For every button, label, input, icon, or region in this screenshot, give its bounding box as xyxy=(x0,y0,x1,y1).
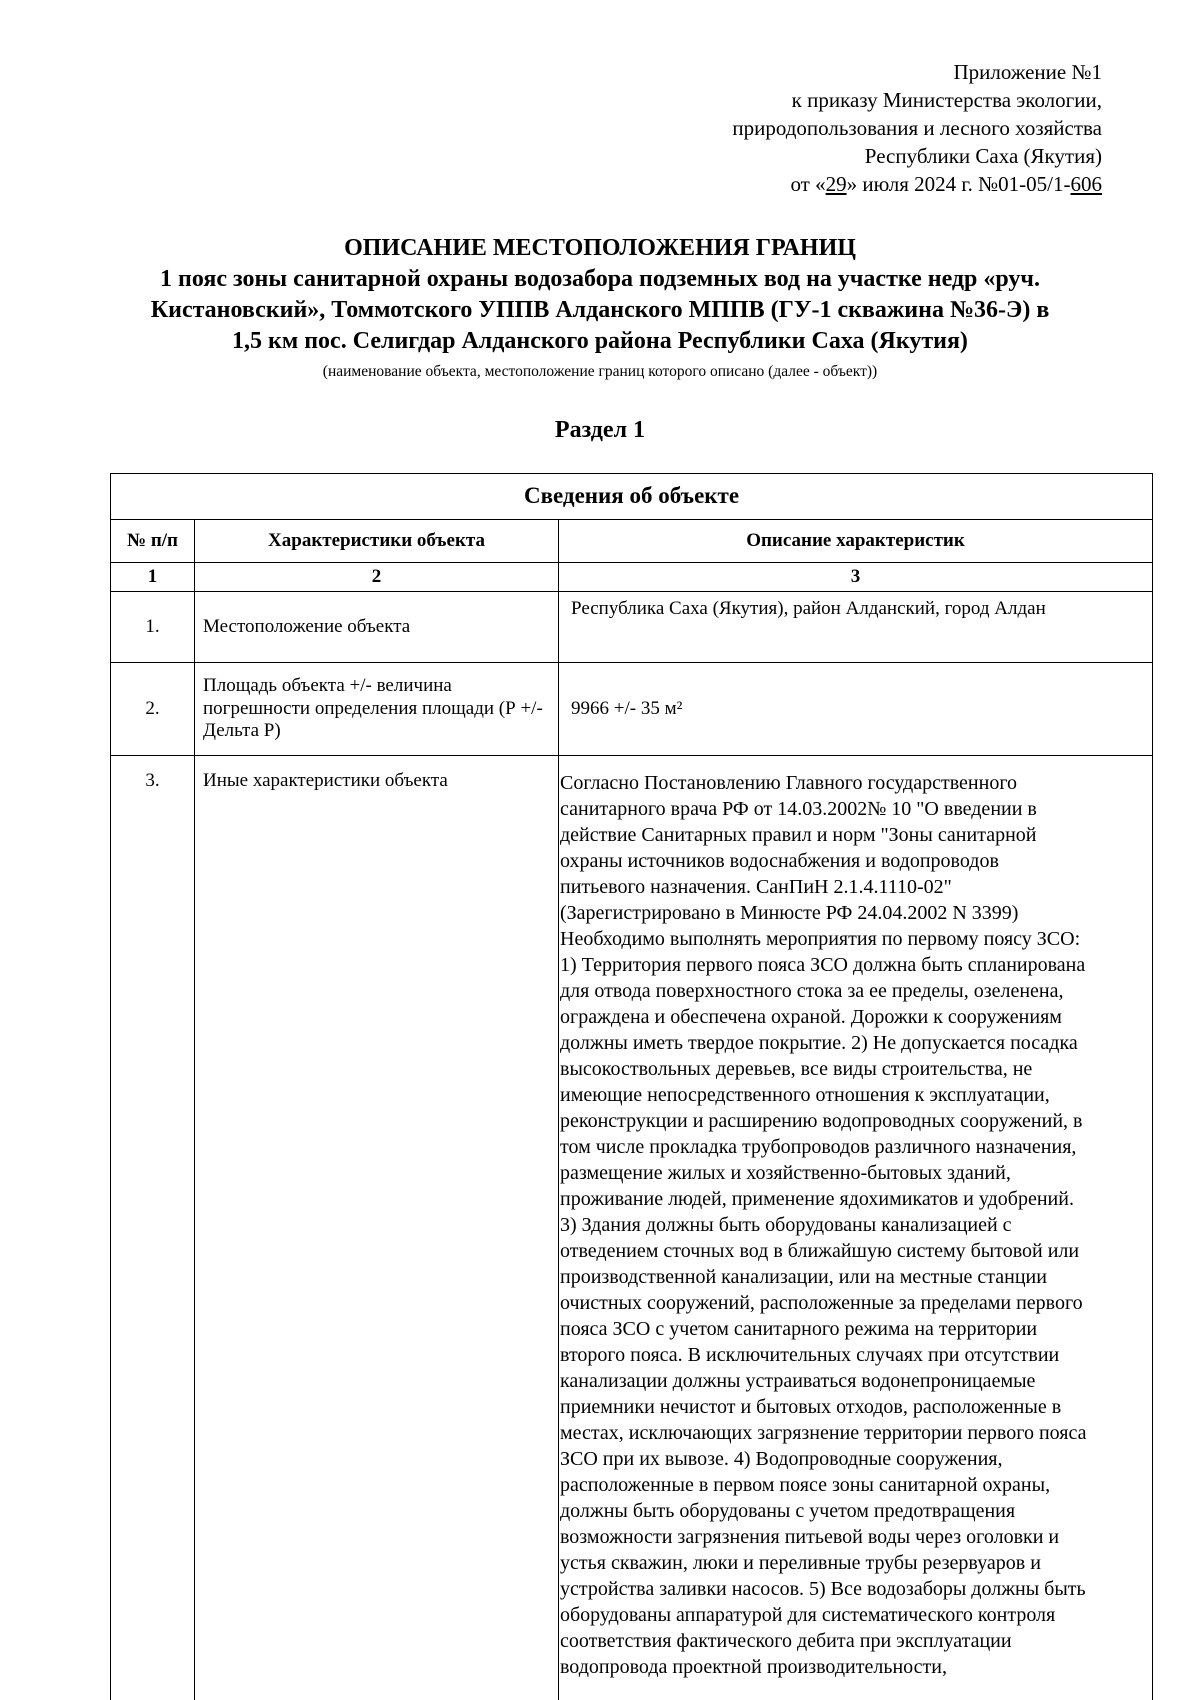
column-number: 1 xyxy=(111,563,195,592)
row-index: 2. xyxy=(111,663,195,756)
description-line: имеющие непосредственного отношения к эксплуатации, xyxy=(560,1082,1146,1108)
row-index: 1. xyxy=(111,592,195,663)
description-line: для отвода поверхностного стока за ее пределы, озеленена, xyxy=(560,978,1146,1004)
description-line: расположенные в первом поясе зоны санитарной охраны, xyxy=(560,1472,1146,1498)
row-characteristic: Иные характеристики объекта xyxy=(195,756,559,1700)
description-line: ЗСО при их вывозе. 4) Водопроводные сооружения, xyxy=(560,1446,1146,1472)
column-number: 3 xyxy=(559,563,1153,592)
description-line: 3) Здания должны быть оборудованы канализацией с xyxy=(560,1212,1146,1238)
description-line: приемники нечистот и бытовых отходов, расположенные в xyxy=(560,1394,1146,1420)
object-name-line-2: Кистановский», Томмотского УППВ Алданского МППВ (ГУ-1 скважина №36-Э) в xyxy=(80,295,1120,326)
description-line: должны быть оборудованы с учетом предотвращения xyxy=(560,1498,1146,1524)
column-number: 2 xyxy=(195,563,559,592)
title-block xyxy=(80,232,1120,383)
description-line: местах, исключающих загрязнение территории первого пояса xyxy=(560,1420,1146,1446)
appendix-line-2: к приказу Министерства экологии, xyxy=(732,86,1102,114)
date-prefix: от « xyxy=(790,172,825,196)
description-line: водопровода проектной производительности, xyxy=(560,1654,1146,1680)
description-line: проживание людей, применение ядохимикатов и удобрений. xyxy=(560,1186,1146,1212)
table-caption-row xyxy=(111,474,1153,520)
description-line: устройства заливки насосов. 5) Все водозаборы должны быть xyxy=(560,1576,1146,1602)
section-heading: Раздел 1 xyxy=(0,417,1200,444)
description-line: соответствия фактического дебита при эксплуатации xyxy=(560,1628,1146,1654)
description-line: очистных сооружений, расположенные за пределами первого xyxy=(560,1290,1146,1316)
row-index: 3. xyxy=(111,756,195,1700)
description-line: возможности загрязнения питьевой воды через оголовки и xyxy=(560,1524,1146,1550)
description-line: реконструкции и расширению водопроводных сооружений, в xyxy=(560,1108,1146,1134)
description-line: отведением сточных вод в ближайшую систему бытовой или xyxy=(560,1238,1146,1264)
appendix-block xyxy=(732,58,1102,198)
table-row xyxy=(111,592,1153,663)
appendix-line-3: природопользования и лесного хозяйства xyxy=(732,114,1102,142)
row-description: Республика Саха (Якутия), район Алданский, город Алдан xyxy=(559,592,1153,663)
description-line: том числе прокладка трубопроводов различного назначения, xyxy=(560,1134,1146,1160)
description-line: высокоствольных деревьев, все виды строительства, не xyxy=(560,1056,1146,1082)
appendix-line-4: Республики Саха (Якутия) xyxy=(732,142,1102,170)
table-row xyxy=(111,756,1153,1700)
description-line: пояса ЗСО с учетом санитарного режима на территории xyxy=(560,1316,1146,1342)
appendix-line-5 xyxy=(732,170,1102,198)
description-line: Необходимо выполнять мероприятия по первому поясу ЗСО: xyxy=(560,926,1146,952)
description-line: устья скважин, люки и переливные трубы резервуаров и xyxy=(560,1550,1146,1576)
object-name-line-3: 1,5 км пос. Селигдар Алданского района Республики Саха (Якутия) xyxy=(80,326,1120,357)
order-day: 29 xyxy=(826,172,847,196)
description-line: ограждена и обеспечена охраной. Дорожки к сооружениям xyxy=(560,1004,1146,1030)
description-line: 1) Территория первого пояса ЗСО должна быть спланирована xyxy=(560,952,1146,978)
header-number: № п/п xyxy=(111,520,195,563)
object-info-table xyxy=(110,473,1153,1700)
description-line: оборудованы аппаратурой для систематического контроля xyxy=(560,1602,1146,1628)
header-description: Описание характеристик xyxy=(559,520,1153,563)
row-description xyxy=(559,756,1153,1700)
header-characteristic: Характеристики объекта xyxy=(195,520,559,563)
description-line: действие Санитарных правил и норм "Зоны санитарной xyxy=(560,822,1146,848)
description-line: (Зарегистрировано в Минюсте РФ 24.04.2002 N 3399) xyxy=(560,900,1146,926)
table-caption: Сведения об объекте xyxy=(111,474,1153,520)
object-name-line-1: 1 пояс зоны санитарной охраны водозабора подземных вод на участке недр «руч. xyxy=(80,264,1120,295)
description-line: охраны источников водоснабжения и водопроводов xyxy=(560,848,1146,874)
table-header-row xyxy=(111,520,1153,563)
description-line: канализации должны устраиваться водонепроницаемые xyxy=(560,1368,1146,1394)
description-line: второго пояса. В исключительных случаях при отсутствии xyxy=(560,1342,1146,1368)
description-line: производственной канализации, или на местные станции xyxy=(560,1264,1146,1290)
description-line: размещение жилых и хозяйственно-бытовых зданий, xyxy=(560,1160,1146,1186)
description-line: Согласно Постановлению Главного государственного xyxy=(560,770,1146,796)
description-line: питьевого назначения. СанПиН 2.1.4.1110-02" xyxy=(560,874,1146,900)
object-name-note: (наименование объекта, местоположение границ которого описано (далее - объект)) xyxy=(80,361,1120,383)
row-characteristic: Местоположение объекта xyxy=(195,592,559,663)
description-line: санитарного врача РФ от 14.03.2002№ 10 "О введении в xyxy=(560,796,1146,822)
row-description: 9966 +/- 35 м² xyxy=(559,663,1153,756)
row-characteristic: Площадь объекта +/- величина погрешности определения площади (Р +/- Дельта Р) xyxy=(195,663,559,756)
table-row xyxy=(111,663,1153,756)
date-middle: » июля 2024 г. №01-05/1- xyxy=(847,172,1071,196)
order-number: 606 xyxy=(1071,172,1103,196)
column-number-row xyxy=(111,563,1153,592)
description-line: должны иметь твердое покрытие. 2) Не допускается посадка xyxy=(560,1030,1146,1056)
appendix-line-1: Приложение №1 xyxy=(732,58,1102,86)
document-title: ОПИСАНИЕ МЕСТОПОЛОЖЕНИЯ ГРАНИЦ xyxy=(80,232,1120,264)
